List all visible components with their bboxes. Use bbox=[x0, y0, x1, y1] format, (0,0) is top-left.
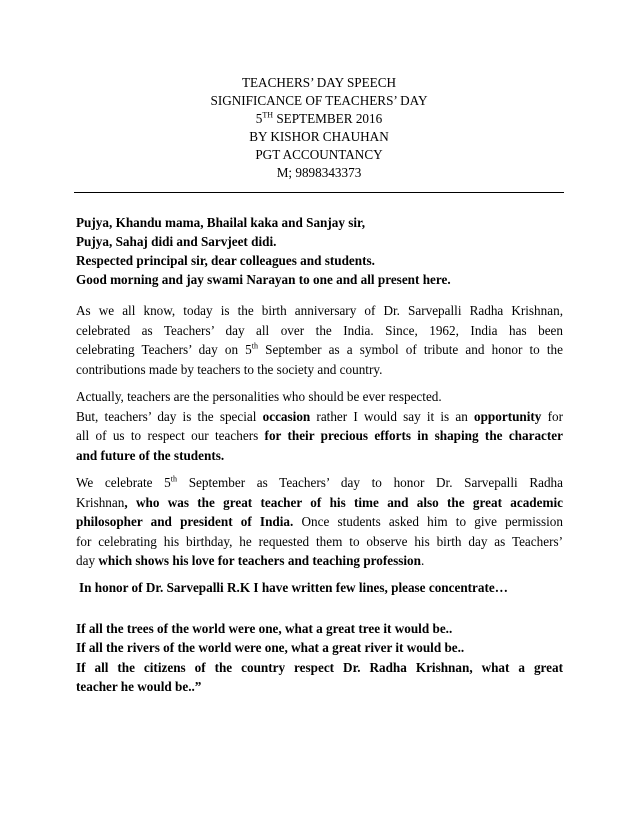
date-suffix: TH bbox=[262, 110, 274, 120]
speech-body bbox=[76, 213, 563, 697]
text-run: . bbox=[420, 553, 425, 568]
paragraph-line bbox=[76, 473, 563, 493]
paragraph-line: As we all know, today is the birth anniversary of Dr. Sarvepalli Radha Krishnan, bbox=[76, 303, 563, 318]
poem-line: If all the rivers of the world were one, what a great river it would be.. bbox=[76, 640, 465, 655]
greeting-line: Pujya, Khandu mama, Bhailal kaka and Sanjay sir, bbox=[76, 215, 365, 230]
poem-line: If all the citizens of the country respect Dr. Radha Krishnan, what a great bbox=[76, 659, 563, 675]
header-author: BY KISHOR CHAUHAN bbox=[249, 129, 389, 144]
ordinal-suffix: th bbox=[170, 474, 178, 484]
text-run: We celebrate 5 bbox=[76, 475, 171, 490]
paragraph-line bbox=[76, 407, 563, 427]
greeting-line: Respected principal sir, dear colleagues and students. bbox=[76, 253, 375, 268]
paragraph-line bbox=[76, 493, 563, 513]
greeting-line: Good morning and jay swami Narayan to one and all present here. bbox=[76, 272, 451, 287]
paragraph-line: Actually, teachers are the personalities who should be ever respected. bbox=[76, 389, 442, 404]
text-run: day bbox=[76, 553, 99, 568]
text-run: September as Teachers’ day to honor Dr. Sarvepalli Radha bbox=[177, 475, 564, 490]
paragraph-line: for celebrating his birthday, he requested them to observe his birth day as Teachers’ bbox=[76, 533, 563, 549]
bold-run: occasion bbox=[262, 408, 311, 424]
paragraph-line: celebrated as Teachers’ day all over the India. Since, 1962, India has been bbox=[76, 322, 563, 338]
honor-line: In honor of Dr. Sarvepalli R.K I have written few lines, please concentrate… bbox=[79, 579, 508, 595]
text-run: all of us to respect our teachers bbox=[76, 428, 265, 443]
greeting-line: Pujya, Sahaj didi and Sarvjeet didi. bbox=[76, 234, 277, 249]
text-run: But, teachers’ day is the special bbox=[76, 408, 263, 424]
text-run: rather I would say it is an bbox=[310, 408, 474, 424]
poem-line: If all the trees of the world were one, what a great tree it would be.. bbox=[76, 620, 453, 636]
speech-header bbox=[0, 74, 638, 182]
header-phone: M; 9898343373 bbox=[276, 165, 362, 180]
header-designation: PGT ACCOUNTANCY bbox=[255, 147, 383, 162]
header-date bbox=[0, 110, 638, 128]
text-run: Krishnan bbox=[76, 494, 125, 510]
header-title: TEACHERS’ DAY SPEECH bbox=[241, 75, 397, 90]
header-divider bbox=[74, 192, 564, 193]
paragraph-opportunity bbox=[76, 387, 563, 465]
paragraph-line bbox=[76, 551, 563, 571]
paragraph-line bbox=[76, 512, 563, 532]
text-run: September as a symbol of tribute and honor to the bbox=[258, 342, 563, 357]
bold-run: opportunity bbox=[473, 408, 542, 424]
bold-run: philosopher and president of India. bbox=[76, 514, 294, 529]
ordinal-suffix: th bbox=[251, 341, 259, 351]
text-run: for bbox=[541, 408, 563, 424]
bold-run: which shows his love for teachers and teaching profession bbox=[98, 553, 421, 568]
paragraph-line bbox=[76, 340, 563, 360]
bold-run: for their precious efforts in shaping the character bbox=[264, 428, 564, 443]
bold-run: , who was the great teacher of his time and also the great academic bbox=[124, 494, 563, 510]
date-day: 5 bbox=[255, 111, 263, 126]
paragraph-line: and future of the students. bbox=[76, 447, 225, 463]
text-run: Once students asked him to give permission bbox=[293, 514, 563, 529]
header-subtitle: SIGNIFICANCE OF TEACHERS’ DAY bbox=[210, 93, 428, 108]
paragraph-line: contributions made by teachers to the society and country. bbox=[76, 361, 383, 377]
poem-line: teacher he would be..” bbox=[76, 679, 202, 694]
paragraph-line bbox=[76, 426, 563, 446]
greeting-block bbox=[76, 213, 563, 289]
date-rest: SEPTEMBER 2016 bbox=[273, 111, 383, 126]
paragraph-birth-anniversary bbox=[76, 301, 563, 379]
text-run: celebrating Teachers’ day on 5 bbox=[76, 342, 252, 357]
paragraph-celebration bbox=[76, 473, 563, 571]
poem-block bbox=[76, 619, 563, 697]
